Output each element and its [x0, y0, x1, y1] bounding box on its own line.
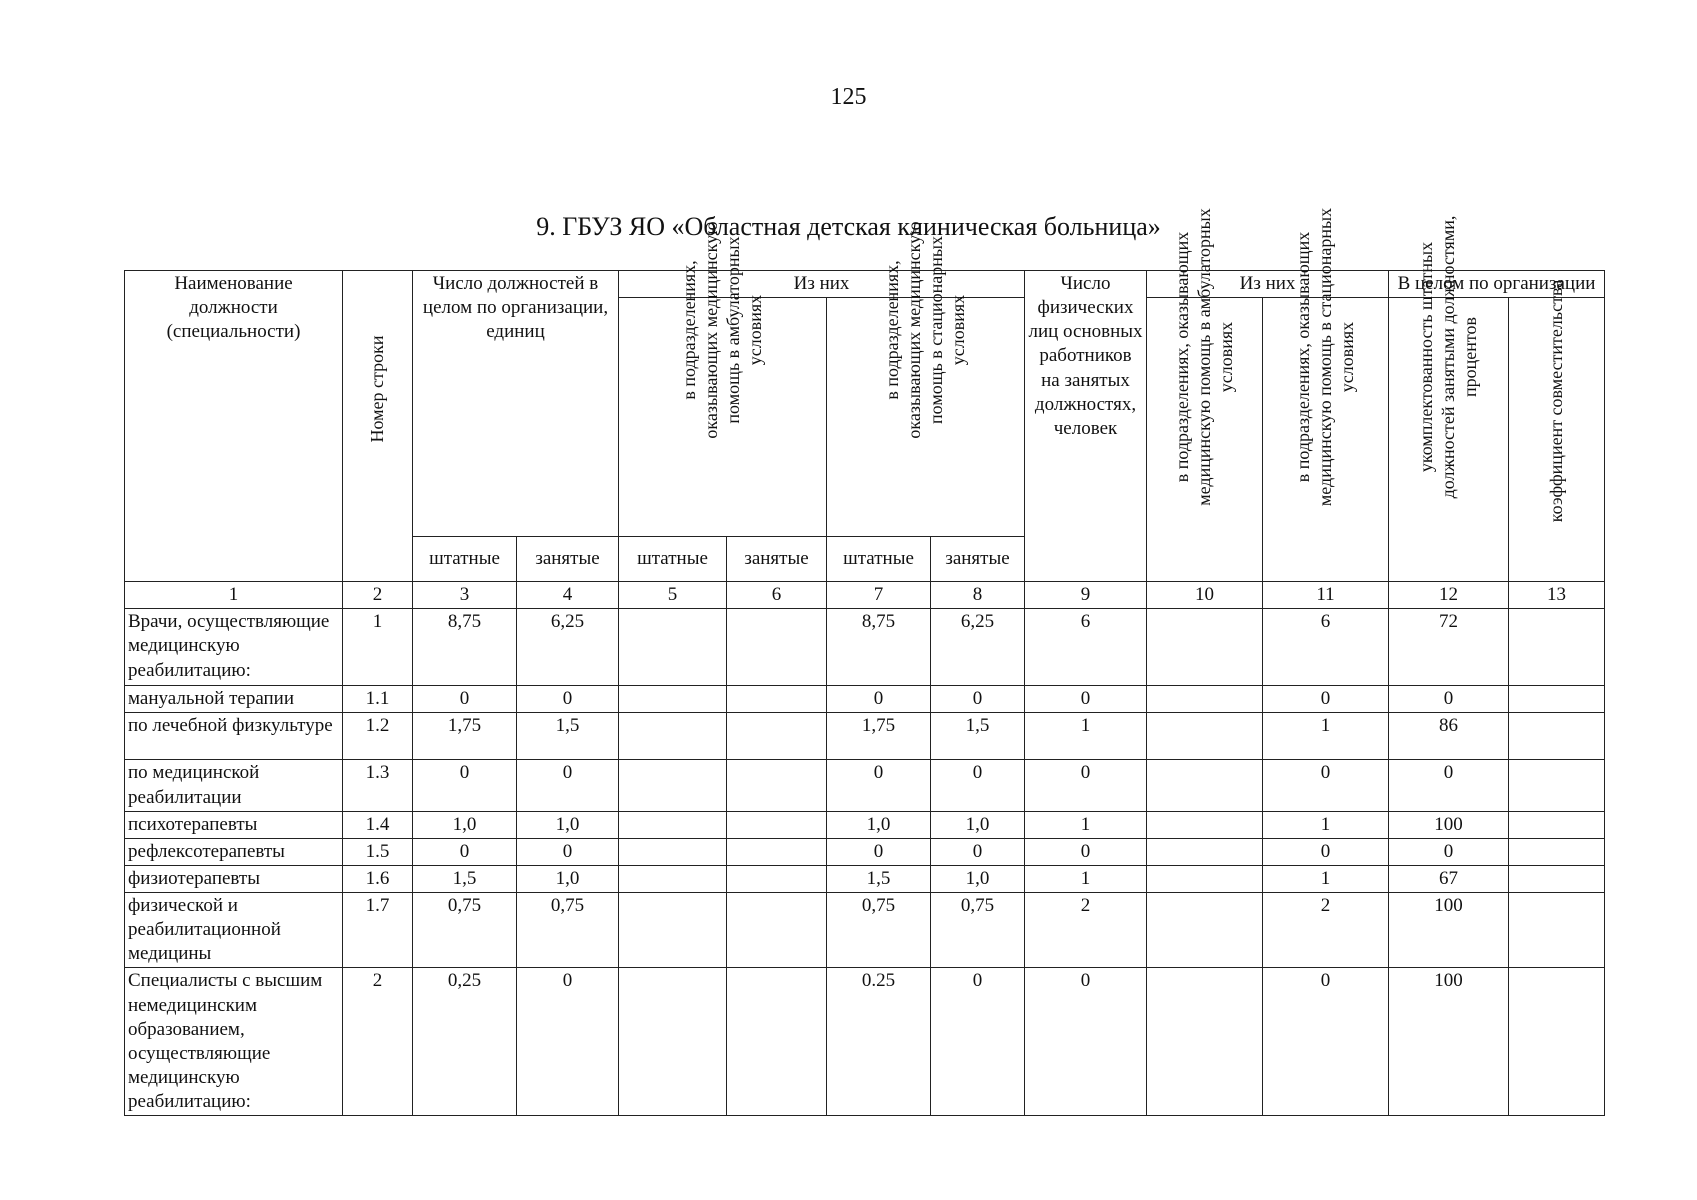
column-number: 10: [1147, 582, 1263, 609]
value-cell-5: [619, 838, 727, 865]
value-cell-6: [727, 838, 827, 865]
value-cell-11: 6: [1263, 609, 1389, 686]
column-number: 9: [1025, 582, 1147, 609]
header-of-them: Из них: [619, 271, 1025, 298]
value-cell-6: [727, 760, 827, 811]
value-cell-8: 1,0: [931, 865, 1025, 892]
page-number: 125: [830, 84, 867, 110]
row-number-cell: 1.1: [343, 686, 413, 713]
row-position-name: по медицинской реабилитации: [125, 760, 343, 811]
table-row: [125, 865, 1605, 892]
value-cell-10: [1147, 760, 1263, 811]
value-cell-13: [1509, 609, 1605, 686]
header-combination: коэффициент совместительства: [1509, 298, 1605, 582]
value-cell-8: 0: [931, 760, 1025, 811]
value-cell-9: 1: [1025, 865, 1147, 892]
value-cell-7: 0: [827, 686, 931, 713]
value-cell-3: 0: [413, 686, 517, 713]
value-cell-5: [619, 968, 727, 1116]
value-cell-4: 0,75: [517, 893, 619, 968]
value-cell-10: [1147, 838, 1263, 865]
value-cell-5: [619, 713, 727, 760]
value-cell-5: [619, 609, 727, 686]
table-row: [125, 893, 1605, 968]
value-cell-10: [1147, 609, 1263, 686]
table-row: [125, 713, 1605, 760]
row-position-name: психотерапевты: [125, 811, 343, 838]
value-cell-12: 0: [1389, 760, 1509, 811]
value-cell-8: 1,0: [931, 811, 1025, 838]
value-cell-6: [727, 609, 827, 686]
value-cell-7: 1,5: [827, 865, 931, 892]
value-cell-13: [1509, 893, 1605, 968]
value-cell-3: 0,25: [413, 968, 517, 1116]
column-number: 11: [1263, 582, 1389, 609]
value-cell-13: [1509, 865, 1605, 892]
header-staff-3: штатные: [413, 537, 517, 582]
header-occupied-6: занятые: [727, 537, 827, 582]
value-cell-8: 1,5: [931, 713, 1025, 760]
value-cell-10: [1147, 968, 1263, 1116]
value-cell-8: 0: [931, 838, 1025, 865]
header-of-them-2: Из них: [1147, 271, 1389, 298]
value-cell-9: 1: [1025, 811, 1147, 838]
value-cell-3: 0,75: [413, 893, 517, 968]
value-cell-3: 1,0: [413, 811, 517, 838]
value-cell-6: [727, 968, 827, 1116]
value-cell-9: 0: [1025, 760, 1147, 811]
value-cell-10: [1147, 811, 1263, 838]
row-number-cell: 1.2: [343, 713, 413, 760]
header-position-name: Наименование должности (специальности): [125, 271, 343, 582]
row-position-name: физиотерапевты: [125, 865, 343, 892]
header-whole-org: В целом по организации: [1389, 271, 1605, 298]
row-number-cell: 1.7: [343, 893, 413, 968]
row-position-name: Врачи, осуществляющие медицинскую реабилитацию:: [125, 609, 343, 686]
column-number: 2: [343, 582, 413, 609]
value-cell-8: 0: [931, 686, 1025, 713]
value-cell-13: [1509, 811, 1605, 838]
value-cell-13: [1509, 713, 1605, 760]
value-cell-12: 72: [1389, 609, 1509, 686]
row-position-name: рефлексотерапевты: [125, 838, 343, 865]
value-cell-11: 0: [1263, 760, 1389, 811]
row-position-name: по лечебной физкультуре: [125, 713, 343, 760]
value-cell-11: 1: [1263, 713, 1389, 760]
value-cell-4: 0: [517, 968, 619, 1116]
row-position-name: мануальной терапии: [125, 686, 343, 713]
value-cell-12: 100: [1389, 811, 1509, 838]
value-cell-9: 1: [1025, 713, 1147, 760]
value-cell-13: [1509, 838, 1605, 865]
value-cell-13: [1509, 760, 1605, 811]
value-cell-4: 6,25: [517, 609, 619, 686]
table-row: [125, 838, 1605, 865]
value-cell-3: 1,5: [413, 865, 517, 892]
table-row: [125, 686, 1605, 713]
table-row: [125, 968, 1605, 1116]
column-number: 1: [125, 582, 343, 609]
value-cell-4: 0: [517, 838, 619, 865]
value-cell-5: [619, 811, 727, 838]
value-cell-7: 0.25: [827, 968, 931, 1116]
column-number: 12: [1389, 582, 1509, 609]
value-cell-4: 0: [517, 760, 619, 811]
value-cell-4: 1,0: [517, 865, 619, 892]
value-cell-3: 0: [413, 838, 517, 865]
header-row-number: Номер строки: [343, 271, 413, 582]
table-row: [125, 609, 1605, 686]
value-cell-6: [727, 713, 827, 760]
column-number: 6: [727, 582, 827, 609]
value-cell-13: [1509, 686, 1605, 713]
header-row-1: [125, 271, 1605, 298]
row-number-cell: 1: [343, 609, 413, 686]
value-cell-7: 0: [827, 838, 931, 865]
row-position-name: физической и реабилитационной медицины: [125, 893, 343, 968]
value-cell-7: 1,75: [827, 713, 931, 760]
value-cell-10: [1147, 713, 1263, 760]
value-cell-11: 1: [1263, 865, 1389, 892]
value-cell-9: 6: [1025, 609, 1147, 686]
row-number-cell: 2: [343, 968, 413, 1116]
value-cell-12: 100: [1389, 968, 1509, 1116]
value-cell-11: 2: [1263, 893, 1389, 968]
value-cell-5: [619, 865, 727, 892]
value-cell-12: 0: [1389, 838, 1509, 865]
header-inpatient-units-2: в подразделениях, оказывающих медицинскую помощь в стационарных условиях: [1263, 298, 1389, 582]
value-cell-8: 6,25: [931, 609, 1025, 686]
value-cell-8: 0,75: [931, 893, 1025, 968]
value-cell-3: 1,75: [413, 713, 517, 760]
row-number-cell: 1.3: [343, 760, 413, 811]
value-cell-10: [1147, 686, 1263, 713]
value-cell-8: 0: [931, 968, 1025, 1116]
row-position-name: Специалисты с высшим немедицинским образованием, осуществляющие медицинскую реабилитацию:: [125, 968, 343, 1116]
value-cell-12: 67: [1389, 865, 1509, 892]
header-inpatient-units: в подразделениях, оказывающих медицинскую помощь в стационарных условиях: [827, 298, 1025, 537]
row-number-cell: 1.4: [343, 811, 413, 838]
table-row: [125, 760, 1605, 811]
value-cell-9: 0: [1025, 968, 1147, 1116]
header-individuals: Число физических лиц основных работников на занятых должностях, человек: [1025, 271, 1147, 582]
table-row: [125, 811, 1605, 838]
document-title: 9. ГБУЗ ЯО «Областная детская клиническая больница»: [536, 212, 1161, 241]
row-number-cell: 1.5: [343, 838, 413, 865]
value-cell-13: [1509, 968, 1605, 1116]
value-cell-5: [619, 893, 727, 968]
value-cell-4: 0: [517, 686, 619, 713]
column-number: 7: [827, 582, 931, 609]
value-cell-7: 8,75: [827, 609, 931, 686]
header-positions-total: Число должностей в целом по организации, единиц: [413, 271, 619, 537]
value-cell-6: [727, 865, 827, 892]
header-outpatient-units-2: в подразделениях, оказывающих медицинскую помощь в амбулаторных условиях: [1147, 298, 1263, 582]
value-cell-12: 100: [1389, 893, 1509, 968]
value-cell-10: [1147, 893, 1263, 968]
value-cell-12: 0: [1389, 686, 1509, 713]
value-cell-5: [619, 760, 727, 811]
value-cell-10: [1147, 865, 1263, 892]
value-cell-4: 1,5: [517, 713, 619, 760]
value-cell-11: 0: [1263, 686, 1389, 713]
value-cell-12: 86: [1389, 713, 1509, 760]
value-cell-3: 8,75: [413, 609, 517, 686]
value-cell-11: 0: [1263, 968, 1389, 1116]
value-cell-9: 0: [1025, 838, 1147, 865]
value-cell-5: [619, 686, 727, 713]
column-number: 3: [413, 582, 517, 609]
column-number: 13: [1509, 582, 1605, 609]
value-cell-7: 1,0: [827, 811, 931, 838]
header-staffing: укомплектованность штатных должностей занятыми должностями, процентов: [1389, 298, 1509, 582]
header-staff-7: штатные: [827, 537, 931, 582]
value-cell-4: 1,0: [517, 811, 619, 838]
value-cell-7: 0,75: [827, 893, 931, 968]
header-occupied-8: занятые: [931, 537, 1025, 582]
value-cell-6: [727, 686, 827, 713]
value-cell-11: 1: [1263, 811, 1389, 838]
row-number-cell: 1.6: [343, 865, 413, 892]
column-number: 4: [517, 582, 619, 609]
column-number: 8: [931, 582, 1025, 609]
column-number: 5: [619, 582, 727, 609]
value-cell-6: [727, 893, 827, 968]
value-cell-9: 2: [1025, 893, 1147, 968]
value-cell-11: 0: [1263, 838, 1389, 865]
value-cell-7: 0: [827, 760, 931, 811]
column-number-row: [125, 582, 1605, 609]
value-cell-3: 0: [413, 760, 517, 811]
header-staff-5: штатные: [619, 537, 727, 582]
header-outpatient-units: в подразделениях, оказывающих медицинскую помощь в амбулаторных условиях: [619, 298, 827, 537]
value-cell-6: [727, 811, 827, 838]
value-cell-9: 0: [1025, 686, 1147, 713]
header-occupied-4: занятые: [517, 537, 619, 582]
